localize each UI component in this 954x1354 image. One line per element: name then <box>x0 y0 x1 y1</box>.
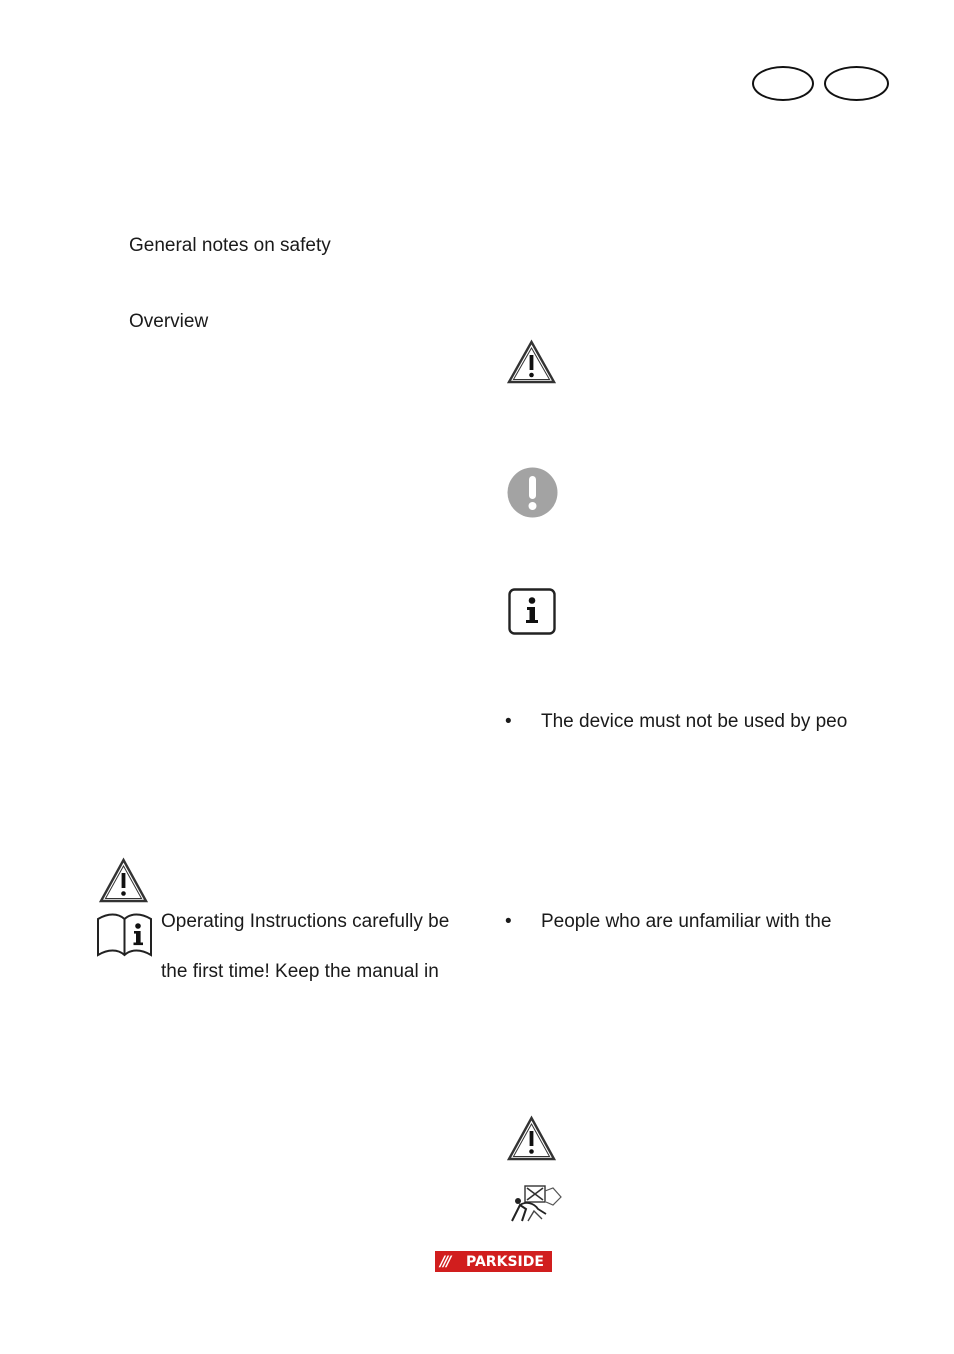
bullet-text-unfamiliar-people: People who are unfamiliar with the <box>541 911 832 932</box>
language-badge-oval-left <box>752 66 814 101</box>
notice-line-2: the first time! Keep the manual in <box>161 961 439 982</box>
exclamation-circle-icon <box>507 467 558 518</box>
brand-logo <box>435 1251 552 1272</box>
warning-triangle-icon <box>99 857 148 904</box>
language-badge-oval-right <box>824 66 889 101</box>
notice-line-1: Operating Instructions carefully be <box>161 911 450 932</box>
read-manual-icon <box>96 911 153 958</box>
logo-wordmark: PARKSIDE <box>466 1253 544 1270</box>
toc-item-overview[interactable]: Overview <box>129 311 209 332</box>
operator-prohibited-icon <box>508 1181 564 1224</box>
bullet-marker: • <box>505 711 512 732</box>
bullet-text-device-use: The device must not be used by peo <box>541 711 848 732</box>
warning-triangle-icon <box>507 1115 556 1162</box>
logo-slashes: /// <box>440 1253 450 1270</box>
info-box-icon <box>508 588 556 635</box>
warning-triangle-icon <box>507 339 556 385</box>
toc-item-general-notes-on-safety[interactable]: General notes on safety <box>129 235 331 256</box>
bullet-marker: • <box>505 911 512 932</box>
